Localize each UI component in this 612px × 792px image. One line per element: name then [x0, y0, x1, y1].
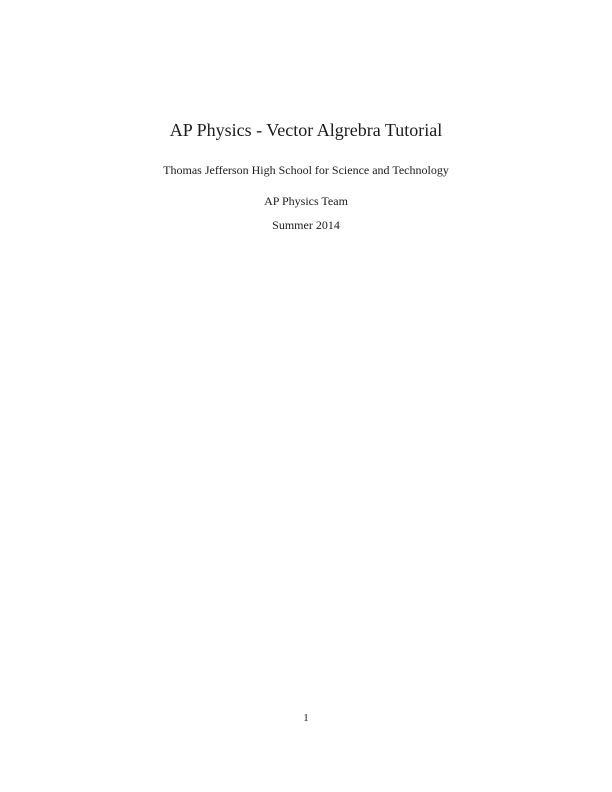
document-title: AP Physics - Vector Algrebra Tutorial — [169, 120, 443, 140]
document-institution: Thomas Jefferson High School for Science and Technology — [163, 163, 449, 177]
document-date: Summer 2014 — [272, 218, 340, 232]
page-number: 1 — [303, 712, 309, 724]
document-author: AP Physics Team — [264, 194, 348, 208]
